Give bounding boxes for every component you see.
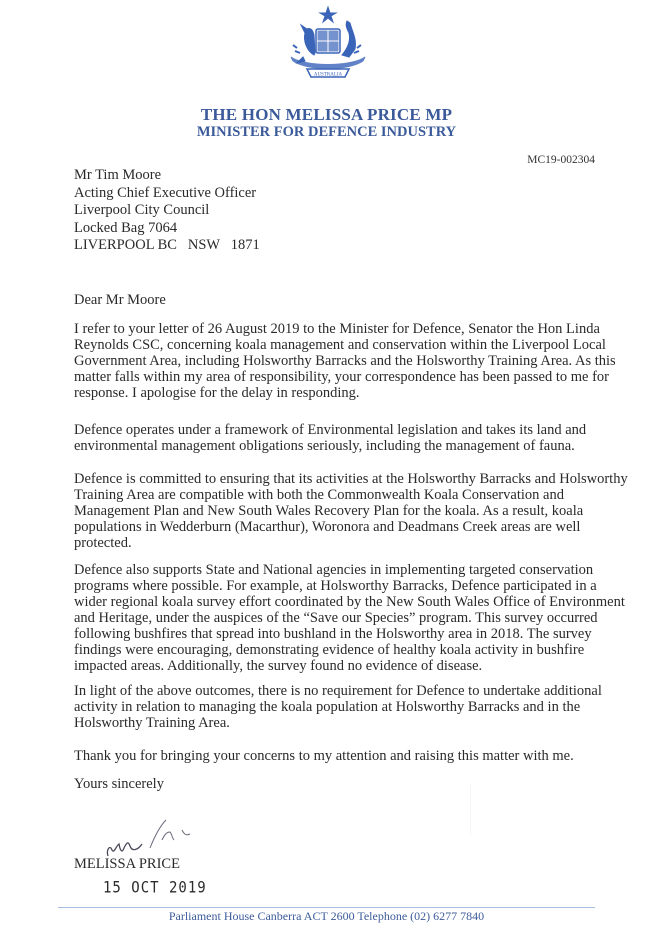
paragraph-line: Defence also supports State and National agencies in implementing targeted conservation: [74, 562, 594, 578]
paragraph-line: environmental management obligations seriously, including the management of fauna.: [74, 438, 575, 454]
paragraph-4: [74, 562, 625, 674]
paragraph-line: following bushfires that spread into bushland in the Holsworthy area in 2018. The survey: [74, 626, 592, 642]
paragraph-5: [74, 683, 602, 731]
paragraph-line: Holsworthy Training Area.: [74, 715, 230, 731]
footer-divider: [58, 907, 595, 908]
footer-address: Parliament House Canberra ACT 2600 Telephone (02) 6277 7840: [168, 909, 485, 923]
salutation: Dear Mr Moore: [74, 292, 166, 308]
paragraph-line: response. I apologise for the delay in responding.: [74, 385, 360, 401]
paragraph-line: protected.: [74, 535, 132, 551]
paragraph-line: matter falls within my area of responsibility, your correspondence has been passed to me for: [74, 369, 609, 385]
paragraph-line: Thank you for bringing your concerns to my attention and raising this matter with me.: [74, 748, 574, 764]
recipient-address: [74, 167, 260, 255]
signature-icon: [100, 810, 210, 860]
paragraph-line: Reynolds CSC, concerning koala management and conservation within the Liverpool Local: [74, 337, 606, 353]
paragraph-line: populations in Wedderburn (Macarthur), Woronora and Deadmans Creek areas are well: [74, 519, 581, 535]
paragraph-line: wider regional koala survey effort coordinated by the New South Wales Office of Environment: [74, 594, 625, 610]
paragraph-line: Training Area are compatible with both the Commonwealth Koala Conservation and: [74, 487, 564, 503]
reference-number: MC19-002304: [527, 154, 595, 166]
paragraph-line: impacted areas. Additionally, the survey found no evidence of disease.: [74, 658, 483, 674]
signatory-name: MELISSA PRICE: [74, 856, 180, 872]
minister-name-heading: THE HON MELISSA PRICE MP: [200, 105, 453, 124]
coat-of-arms-icon: [285, 5, 371, 89]
paragraph-line: In light of the above outcomes, there is no requirement for Defence to undertake additional: [74, 683, 602, 699]
paragraph-2: [74, 422, 586, 454]
paragraph-line: Government Area, including Holsworthy Barracks and the Holsworthy Training Area. As this: [74, 353, 616, 369]
paragraph-line: I refer to your letter of 26 August 2019 to the Minister for Defence, Senator the Hon Linda: [74, 321, 600, 337]
paragraph-line: Management Plan and New South Wales Recovery Plan for the koala. As a result, koala: [74, 503, 584, 519]
paragraph-line: findings were encouraging, demonstrating evidence of healthy koala activity in bushfire: [74, 642, 585, 658]
crest-banner-text: AUSTRALIA: [313, 72, 343, 78]
paragraph-1: [74, 321, 616, 401]
paragraph-line: programs where possible. For example, at Holsworthy Barracks, Defence participated in a: [74, 578, 597, 594]
address-line: LIVERPOOL BC NSW 1871: [74, 237, 260, 254]
paragraph-line: and Heritage, under the auspices of the “Save our Species” program. This survey occurred: [74, 610, 598, 626]
address-line: Mr Tim Moore: [74, 167, 162, 183]
paragraph-line: Defence is committed to ensuring that its activities at the Holsworthy Barracks and Holsworthy: [74, 471, 628, 487]
date-stamp: 15 OCT 2019: [103, 878, 207, 898]
faint-stamp: [360, 785, 471, 835]
minister-portfolio-heading: MINISTER FOR DEFENCE INDUSTRY: [196, 124, 457, 140]
paragraph-3: [74, 471, 628, 551]
address-line: Locked Bag 7064: [74, 219, 178, 236]
paragraph-line: Defence operates under a framework of Environmental legislation and takes its land and: [74, 422, 587, 438]
closing: Yours sincerely: [74, 776, 164, 792]
address-line: Liverpool City Council: [74, 202, 210, 219]
paragraph-6: [74, 748, 574, 764]
address-line: Acting Chief Executive Officer: [74, 184, 257, 201]
paragraph-line: activity in relation to managing the koala population at Holsworthy Barracks and in the: [74, 699, 581, 715]
